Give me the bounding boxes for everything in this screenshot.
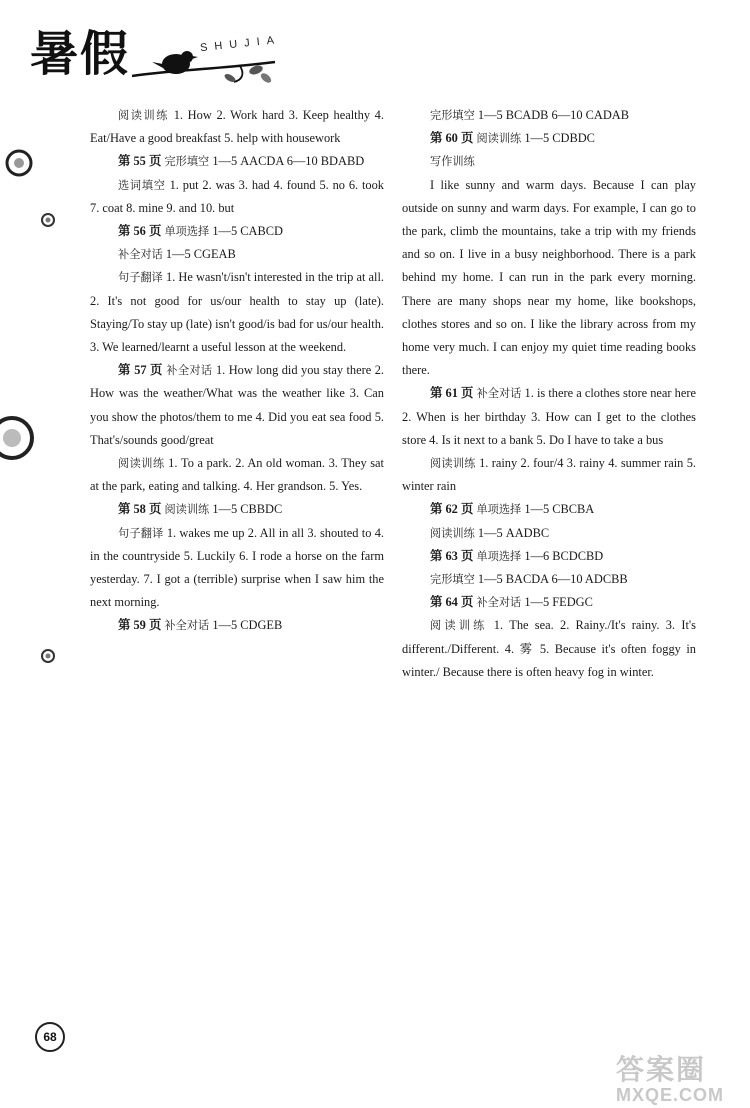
- watermark-top: 答案圈: [616, 1054, 707, 1085]
- answer-line: 第 60 页 阅读训练 1—5 CDBDC: [430, 131, 595, 146]
- essay-paragraph: I like sunny and warm days. Because I can play outside on sunny and warm days. For example, I can go to the park, climb the mountains, take a trip with my friends and so on. I live in a busy neighborhood. There is a park behind my home. I can run in the park every morning. There are many shops near my home, like bookshops, clothes stores and so on. I like the library across from my home very much. I can enjoy my quiet time reading books there.: [402, 177, 696, 378]
- answer-line: 句子翻译 1. He wasn't/isn't interested in the trip at all. 2. It's not good for us/our health to stay up (late). Staying/To stay up (late) isn't good/is bad for us/our health. 3. We learned/learnt a useful lesson at the weekend.: [90, 270, 384, 355]
- binding-ring-icon: [4, 148, 34, 178]
- watermark-bottom: MXQE.COM: [616, 1085, 725, 1105]
- answer-line: 第 57 页 补全对话 1. How long did you stay there 2. How was the weather/What was the weather like 3. Can you show the photos/them to me 4. Did you eat sea food 5. That's/sounds good/great: [90, 363, 384, 447]
- answer-line: 第 56 页 单项选择 1—5 CABCD: [118, 224, 283, 239]
- binding-hole-icon: [40, 648, 56, 664]
- answer-line: 第 58 页 阅读训练 1—5 CBBDC: [118, 502, 283, 517]
- answer-line: 第 59 页 补全对话 1—5 CDGEB: [118, 618, 283, 633]
- binding-ring-icon: [0, 416, 40, 460]
- answer-line: 句子翻译 1. wakes me up 2. All in all 3. shouted to 4. in the countryside 5. Luckily 6. I rode a horse on the farm yesterday. 7. I got a (terrible) surprise when I saw him the next morning.: [90, 525, 384, 610]
- answer-line: 阅读训练 1. The sea. 2. Rainy./It's rainy. 3. It's different./Different. 4. 雾 5. Because it's often foggy in winter./ Because there is often heavy fog in winter.: [402, 618, 696, 679]
- answer-line: 完形填空 1—5 BCADB 6—10 CADAB: [430, 108, 629, 122]
- page-header: [0, 0, 750, 110]
- answer-line: 第 61 页 补全对话 1. is there a clothes store near here 2. When is her birthday 3. How can I get to the clothes store 4. Is it next to a bank 5. Do I have to take a bus: [402, 386, 696, 447]
- answer-line: 阅读训练 1—5 AADBC: [430, 525, 550, 540]
- answer-line: 选词填空 1. put 2. was 3. had 4. found 5. no 6. took 7. coat 8. mine 9. and 10. but: [90, 177, 384, 215]
- answer-line: 第 62 页 单项选择 1—5 CBCBA: [430, 502, 595, 517]
- answer-line: 第 55 页 完形填空 1—5 AACDA 6—10 BDABD: [118, 154, 365, 169]
- logo-title: 暑假: [30, 26, 131, 82]
- left-column: [90, 104, 384, 638]
- answer-line: 写作训练: [430, 155, 475, 169]
- page-number: 68: [35, 1022, 65, 1052]
- right-column: [402, 104, 696, 684]
- answer-line: 第 63 页 单项选择 1—6 BCDCBD: [430, 548, 604, 563]
- answer-line: 阅读训练 1. To a park. 2. An old woman. 3. They sat at the park, eating and talking. 4. Her grandson. 5. Yes.: [90, 456, 384, 494]
- answer-line: 阅读训练 1. How 2. Work hard 3. Keep healthy 4. Eat/Have a good breakfast 5. help with housework: [90, 108, 384, 146]
- binding-hole-icon: [40, 212, 56, 228]
- answer-line: 阅读训练 1. rainy 2. four/4 3. rainy 4. summer rain 5. winter rain: [402, 456, 696, 494]
- answer-line: 补全对话 1—5 CGEAB: [118, 247, 236, 262]
- answer-line: 第 64 页 补全对话 1—5 FEDGC: [430, 595, 593, 610]
- answer-line: 完形填空 1—5 BACDA 6—10 ADCBB: [430, 572, 628, 587]
- logo-pinyin: SHUJIA: [199, 33, 282, 55]
- watermark-logo: [616, 1054, 746, 1104]
